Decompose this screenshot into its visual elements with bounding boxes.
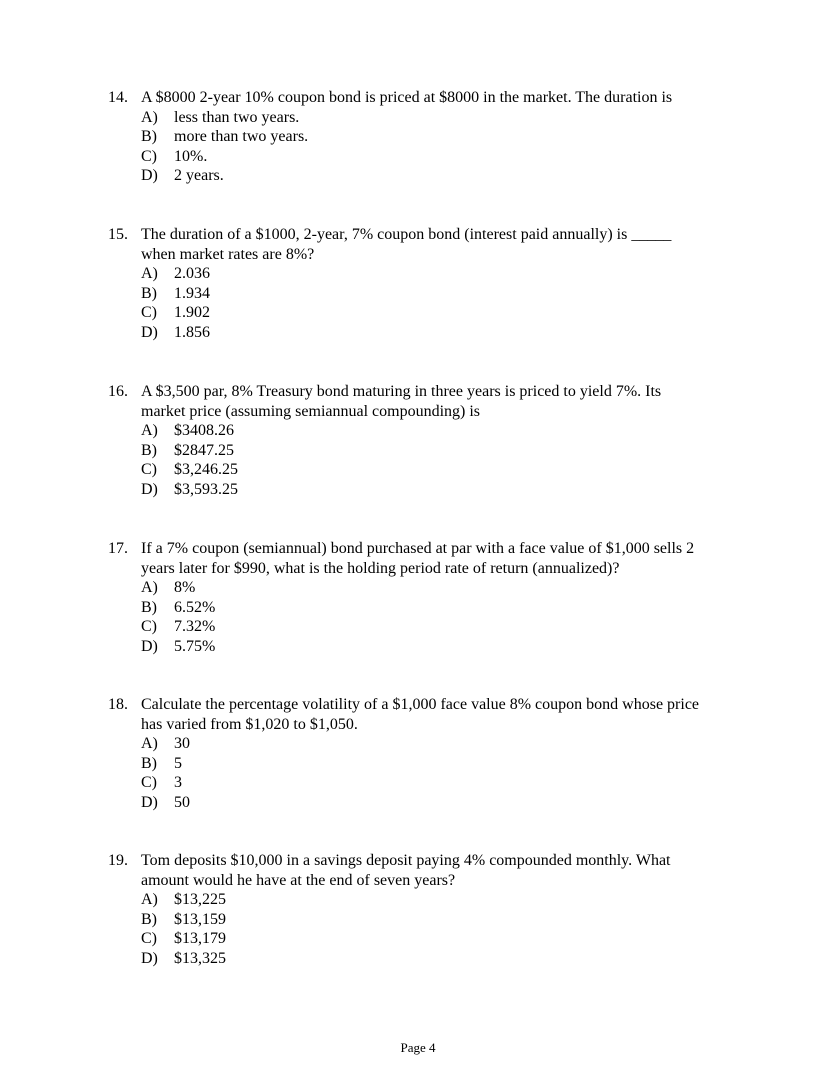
option-label: A) [141, 265, 158, 283]
option-text: 10%. [174, 147, 208, 165]
question-number: 18. [108, 696, 128, 713]
question-text-continued: market price (assuming semiannual compounding) is [141, 402, 481, 420]
option-text: $13,325 [174, 949, 226, 967]
option-text: more than two years. [174, 128, 309, 146]
option-text: $3,246.25 [174, 461, 238, 479]
question-14 [108, 88, 748, 186]
answer-option-a [108, 578, 748, 598]
option-text: $3,593.25 [174, 480, 238, 498]
answer-option-d [108, 637, 748, 657]
option-text: 1.856 [174, 323, 210, 341]
question-16 [108, 382, 748, 500]
question-text: Calculate the percentage volatility of a $1,000 face value 8% coupon bond whose price [141, 696, 700, 713]
question-text: A $8000 2-year 10% coupon bond is priced at $8000 in the market. The duration is [141, 89, 673, 106]
option-text: 7.32% [174, 618, 216, 636]
option-label: B) [141, 754, 157, 772]
question-stem [108, 695, 748, 715]
option-text: 5.75% [174, 637, 216, 655]
option-label: D) [141, 637, 158, 655]
option-label: B) [141, 910, 157, 928]
question-stem [108, 382, 748, 402]
answer-option-b [108, 910, 748, 930]
option-label: A) [141, 422, 158, 440]
answer-option-d [108, 166, 748, 186]
option-text: 3 [174, 774, 182, 792]
answer-option-a [108, 890, 748, 910]
option-label: D) [141, 323, 158, 341]
answer-option-d [108, 323, 748, 343]
option-label: C) [141, 774, 157, 792]
option-label: C) [141, 930, 157, 948]
option-label: A) [141, 735, 158, 753]
question-text-continued: amount would he have at the end of seven years? [141, 871, 456, 889]
question-text-continued: years later for $990, what is the holding period rate of return (annualized)? [141, 559, 620, 577]
option-text: 30 [174, 735, 190, 753]
option-text: 6.52% [174, 598, 216, 616]
option-label: A) [141, 579, 158, 597]
question-text-continued: when market rates are 8%? [141, 245, 315, 263]
option-text: 8% [174, 579, 196, 597]
question-15 [108, 225, 748, 343]
option-label: D) [141, 167, 158, 185]
question-18 [108, 695, 748, 813]
answer-option-b [108, 598, 748, 618]
answer-option-c [108, 303, 748, 323]
option-label: B) [141, 284, 157, 302]
option-label: A) [141, 891, 158, 909]
question-text: If a 7% coupon (semiannual) bond purchased at par with a face value of $1,000 sells 2 [141, 540, 695, 557]
answer-option-c [108, 147, 748, 167]
question-17 [108, 539, 748, 657]
question-number: 17. [108, 540, 128, 557]
option-label: C) [141, 304, 157, 322]
option-text: 2.036 [174, 265, 210, 283]
option-text: 1.902 [174, 304, 210, 322]
page-number: Page 4 [400, 1040, 436, 1055]
option-text: 50 [174, 793, 190, 811]
option-label: C) [141, 147, 157, 165]
question-number: 14. [108, 89, 128, 106]
option-label: C) [141, 618, 157, 636]
option-label: C) [141, 461, 157, 479]
question-text: The duration of a $1000, 2-year, 7% coupon bond (interest paid annually) is _____ [141, 226, 672, 243]
option-text: $2847.25 [174, 441, 234, 459]
answer-option-b [108, 127, 748, 147]
option-text: 1.934 [174, 284, 210, 302]
answer-option-d [108, 480, 748, 500]
option-label: B) [141, 441, 157, 459]
option-label: D) [141, 480, 158, 498]
option-label: D) [141, 949, 158, 967]
question-stem [108, 225, 748, 245]
question-number: 16. [108, 383, 128, 400]
answer-option-b [108, 441, 748, 461]
answer-option-c [108, 773, 748, 793]
question-19 [108, 851, 748, 969]
answer-option-d [108, 793, 748, 813]
option-label: B) [141, 598, 157, 616]
answer-option-c [108, 929, 748, 949]
option-text: $13,225 [174, 891, 226, 909]
option-text: less than two years. [174, 108, 300, 126]
answer-option-a [108, 264, 748, 284]
answer-option-b [108, 754, 748, 774]
question-text-continued: has varied from $1,020 to $1,050. [141, 715, 358, 733]
question-number: 15. [108, 226, 128, 243]
option-text: 2 years. [174, 167, 224, 185]
answer-option-c [108, 460, 748, 480]
answer-option-a [108, 108, 748, 128]
question-stem [108, 851, 748, 871]
question-stem [108, 88, 748, 108]
question-text: Tom deposits $10,000 in a savings deposit paying 4% compounded monthly. What [141, 852, 671, 869]
answer-option-d [108, 949, 748, 969]
option-text: 5 [174, 754, 182, 772]
question-stem [108, 539, 748, 559]
option-label: D) [141, 793, 158, 811]
option-label: A) [141, 108, 158, 126]
answer-option-a [108, 421, 748, 441]
answer-option-c [108, 617, 748, 637]
answer-option-b [108, 284, 748, 304]
question-text: A $3,500 par, 8% Treasury bond maturing in three years is priced to yield 7%. Its [141, 383, 662, 400]
option-text: $13,179 [174, 930, 226, 948]
option-label: B) [141, 128, 157, 146]
question-number: 19. [108, 852, 128, 869]
answer-option-a [108, 734, 748, 754]
option-text: $13,159 [174, 910, 226, 928]
option-text: $3408.26 [174, 422, 234, 440]
